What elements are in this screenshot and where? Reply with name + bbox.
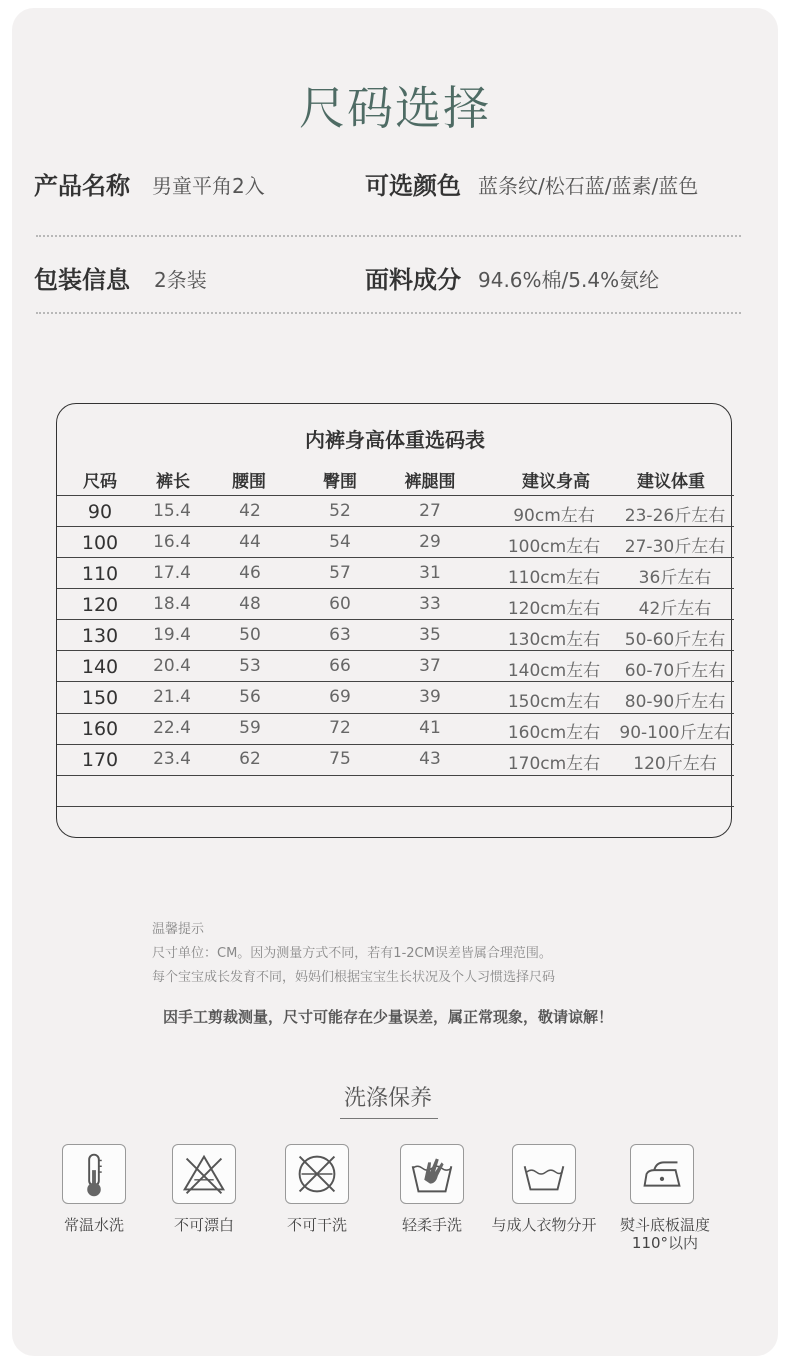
cell-length: 21.4 xyxy=(153,687,191,707)
table-row xyxy=(57,652,733,683)
fabric-label: 面料成分 xyxy=(365,266,461,294)
cell-weight: 36斤左右 xyxy=(638,568,712,588)
tips-line-2: 每个宝宝成长发育不同，妈妈们根据宝宝生长状况及个人习惯选择尺码 xyxy=(152,970,556,985)
cell-waist: 44 xyxy=(239,532,261,552)
product-name-label: 产品名称 xyxy=(34,172,130,200)
cell-weight: 42斤左右 xyxy=(638,599,712,619)
table-row xyxy=(57,497,733,528)
cell-hip: 66 xyxy=(329,656,351,676)
cell-length: 23.4 xyxy=(153,749,191,769)
tips-heading: 温馨提示 xyxy=(152,922,205,937)
package-label: 包装信息 xyxy=(34,266,130,294)
table-row xyxy=(57,590,733,621)
iron-icon xyxy=(630,1144,694,1204)
cell-weight: 120斤左右 xyxy=(633,754,717,774)
table-row xyxy=(57,745,733,776)
cell-height: 140cm左右 xyxy=(507,661,601,681)
cell-leg: 37 xyxy=(419,656,441,676)
thermometer-icon xyxy=(62,1144,126,1204)
cell-hip: 72 xyxy=(329,718,351,738)
size-table-title: 内裤身高体重选码表 xyxy=(305,428,485,452)
color-options-label: 可选颜色 xyxy=(365,172,461,200)
cell-leg: 33 xyxy=(419,594,441,614)
fabric-value: 94.6%棉/5.4%氨纶 xyxy=(478,268,660,292)
cell-leg: 35 xyxy=(419,625,441,645)
cell-length: 19.4 xyxy=(153,625,191,645)
cell-waist: 50 xyxy=(239,625,261,645)
package-value: 2条装 xyxy=(154,268,207,292)
header-hip: 臀围 xyxy=(323,472,357,492)
cell-size: 110 xyxy=(81,563,119,585)
care-label: 不可漂白 xyxy=(173,1216,234,1234)
care-label: 常温水洗 xyxy=(63,1216,124,1234)
cell-height: 100cm左右 xyxy=(507,537,601,557)
care-label: 不可干洗 xyxy=(286,1216,347,1234)
header-length: 裤长 xyxy=(156,472,190,492)
header-leg: 裤腿围 xyxy=(404,472,456,492)
tips-note: 因手工剪裁测量，尺寸可能存在少量误差，属正常现象，敬请谅解！ xyxy=(162,1008,613,1026)
no-dry-clean-icon xyxy=(285,1144,349,1204)
cell-leg: 39 xyxy=(419,687,441,707)
dotted-divider xyxy=(36,235,741,237)
cell-waist: 42 xyxy=(239,501,261,521)
care-title-underline xyxy=(340,1118,438,1119)
cell-leg: 43 xyxy=(419,749,441,769)
cell-leg: 41 xyxy=(419,718,441,738)
cell-weight: 80-90斤左右 xyxy=(624,692,726,712)
cell-weight: 23-26斤左右 xyxy=(624,506,726,526)
cell-leg: 31 xyxy=(419,563,441,583)
table-row xyxy=(57,559,733,590)
cell-hip: 63 xyxy=(329,625,351,645)
cell-waist: 53 xyxy=(239,656,261,676)
cell-waist: 46 xyxy=(239,563,261,583)
care-label: 轻柔手洗 xyxy=(401,1216,462,1234)
cell-weight: 90-100斤左右 xyxy=(619,723,731,743)
cell-size: 90 xyxy=(87,501,113,523)
cell-length: 22.4 xyxy=(153,718,191,738)
table-row xyxy=(57,621,733,652)
table-row xyxy=(57,714,733,745)
cell-length: 20.4 xyxy=(153,656,191,676)
cell-hip: 60 xyxy=(329,594,351,614)
cell-hip: 57 xyxy=(329,563,351,583)
cell-size: 130 xyxy=(81,625,119,647)
cell-weight: 27-30斤左右 xyxy=(624,537,726,557)
cell-hip: 52 xyxy=(329,501,351,521)
table-row xyxy=(57,528,733,559)
cell-waist: 48 xyxy=(239,594,261,614)
hand-wash-icon xyxy=(400,1144,464,1204)
row-divider xyxy=(57,806,734,807)
cell-waist: 62 xyxy=(239,749,261,769)
care-label: 与成人衣物分开 xyxy=(491,1216,597,1234)
cell-weight: 50-60斤左右 xyxy=(624,630,726,650)
header-height: 建议身高 xyxy=(522,472,590,492)
header-weight: 建议体重 xyxy=(637,472,705,492)
cell-size: 140 xyxy=(81,656,119,678)
cell-height: 170cm左右 xyxy=(507,754,601,774)
cell-size: 150 xyxy=(81,687,119,709)
cell-waist: 56 xyxy=(239,687,261,707)
dotted-divider xyxy=(36,312,741,314)
header-waist: 腰围 xyxy=(232,472,266,492)
care-title: 洗涤保养 xyxy=(343,1086,432,1111)
cell-leg: 29 xyxy=(419,532,441,552)
cell-leg: 27 xyxy=(419,501,441,521)
cell-height: 120cm左右 xyxy=(507,599,601,619)
care-label: 熨斗底板温度 xyxy=(619,1216,710,1234)
cell-size: 100 xyxy=(81,532,119,554)
row-divider xyxy=(57,495,734,496)
cell-hip: 69 xyxy=(329,687,351,707)
cell-height: 110cm左右 xyxy=(507,568,601,588)
no-bleach-icon xyxy=(172,1144,236,1204)
table-row xyxy=(57,683,733,714)
cell-height: 160cm左右 xyxy=(507,723,601,743)
cell-size: 170 xyxy=(81,749,119,771)
cell-height: 90cm左右 xyxy=(513,506,595,526)
cell-height: 130cm左右 xyxy=(507,630,601,650)
header-size: 尺码 xyxy=(83,472,117,492)
cell-hip: 54 xyxy=(329,532,351,552)
tips-line-1: 尺寸单位：CM。因为测量方式不同，若有1-2CM误差皆属合理范围。 xyxy=(152,946,552,961)
cell-size: 160 xyxy=(81,718,119,740)
cell-length: 18.4 xyxy=(153,594,191,614)
cell-length: 15.4 xyxy=(153,501,191,521)
cell-waist: 59 xyxy=(239,718,261,738)
cell-weight: 60-70斤左右 xyxy=(624,661,726,681)
cell-length: 16.4 xyxy=(153,532,191,552)
cell-height: 150cm左右 xyxy=(507,692,601,712)
color-options-value: 蓝条纹/松石蓝/蓝素/蓝色 xyxy=(478,174,699,198)
product-name-value: 男童平角2入 xyxy=(152,174,265,198)
care-label-line-2: 110°以内 xyxy=(631,1234,699,1252)
cell-hip: 75 xyxy=(329,749,351,769)
cell-size: 120 xyxy=(81,594,119,616)
cell-length: 17.4 xyxy=(153,563,191,583)
wash-tub-icon xyxy=(512,1144,576,1204)
page-title: 尺码选择 xyxy=(299,81,491,135)
